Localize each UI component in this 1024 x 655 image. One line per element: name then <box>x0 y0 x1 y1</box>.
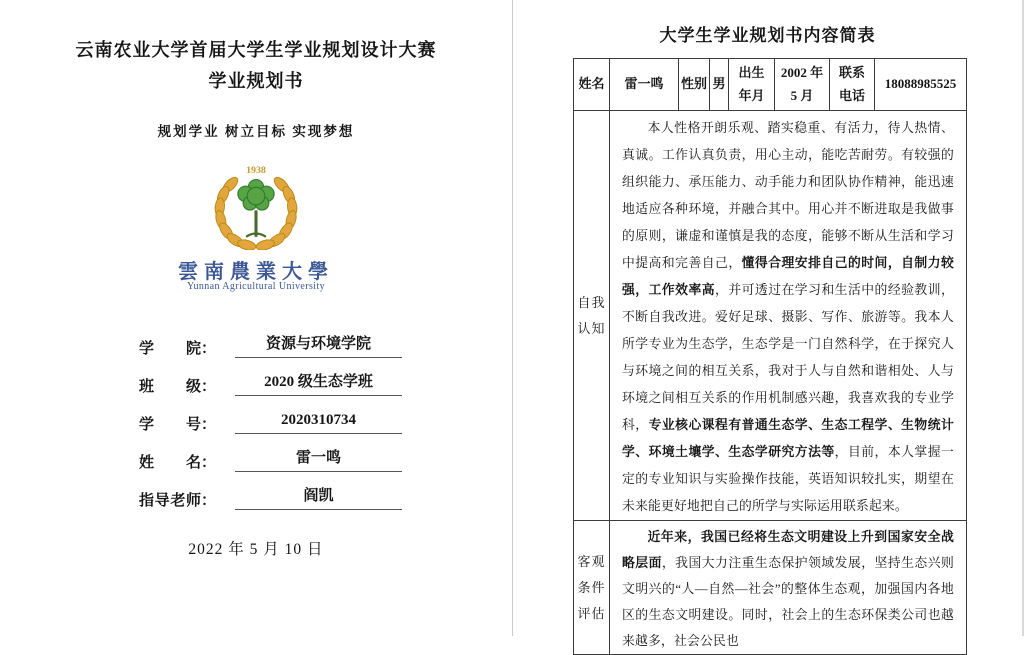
objective-text-cell <box>610 521 967 655</box>
field-value-class: 2020 级生态学班 <box>235 370 402 396</box>
university-name-cn: 雲南農業大學 <box>178 261 334 283</box>
info-row <box>574 59 967 111</box>
birth-label-cell: 出生 年月 <box>729 59 775 111</box>
phone-value-cell: 18088985525 <box>875 59 967 111</box>
university-name-en: Yunnan Agricultural University <box>186 281 326 292</box>
cover-date: 2022 年 5 月 10 日 <box>188 541 324 558</box>
summary-table <box>573 58 967 655</box>
cover-motto: 规划学业 树立目标 实现梦想 <box>157 124 355 139</box>
gender-label-cell: 性别 <box>679 59 710 111</box>
summary-page <box>512 0 1024 648</box>
self-text-bold-1: 懂得合理安排自己的时间，自制力较强，工作效率高 <box>622 256 954 297</box>
cover-page <box>0 0 512 636</box>
emblem-year: 1938 <box>246 165 266 176</box>
field-value-name: 雷一鸣 <box>235 446 402 472</box>
name-value-cell: 雷一鸣 <box>610 59 679 111</box>
objective-text-regular-1: ，我国大力注重生态保护领域发展，坚持生态兴则文明兴的“人—自然—社会”的整体生态观，加强国内各地区的生态文明建设。同时，社会上的生态环保类公司也越来越多，社会公民也 <box>622 556 954 648</box>
field-value-college: 资源与环境学院 <box>235 332 402 358</box>
tree-icon <box>238 180 274 237</box>
field-label-name: 姓名： <box>139 455 217 471</box>
cover-fields <box>139 334 402 524</box>
university-emblem <box>0 162 512 255</box>
birth-value-cell: 2002 年 5 月 <box>775 59 830 111</box>
university-emblem-icon <box>204 162 308 250</box>
cover-title-line2: 学业规划书 <box>208 71 304 91</box>
self-text-regular-2: ，并可透过在学习和生活中的经验教训，不断自我改进。爱好足球、摄影、写作、旅游等。我本人所学专业为生态学，生态学是一门自然科学，在于探究人与环境之间的相互关系，我对于人与自然和谐相处、人与环境之间相互关系的作用机制感兴趣，我喜欢我的专业学科， <box>622 283 954 432</box>
self-cognition-row <box>574 111 967 521</box>
field-row-college <box>139 334 402 358</box>
objective-text-bold-1: 近年来，我国已经将生态文明建设上升到国家安全战略层面 <box>622 530 954 570</box>
self-text-regular-3: ，目前，本人掌握一定的专业知识与实验操作技能，英语知识较扎实，期望在未来能更好地把自己的所学与实际运用联系起来。 <box>622 445 954 513</box>
field-label-class: 班级： <box>139 379 217 395</box>
field-label-advisor: 指导老师： <box>139 493 217 509</box>
field-label-student-id: 学号： <box>139 417 217 433</box>
field-row-advisor <box>139 486 402 510</box>
field-value-student-id: 2020310734 <box>235 412 402 434</box>
field-value-advisor: 阎凯 <box>235 484 402 510</box>
cover-title-line1: 云南农业大学首届大学生学业规划设计大赛 <box>75 40 437 60</box>
objective-assessment-row <box>574 521 967 655</box>
self-cognition-text-cell <box>610 111 967 521</box>
field-row-name <box>139 448 402 472</box>
field-label-college: 学院： <box>139 341 217 357</box>
phone-label-cell: 联系 电话 <box>830 59 875 111</box>
self-text-bold-2: 专业核心课程有普通生态学、生态工程学、生物统计学、环境土壤学、生态学研究方法等 <box>622 418 954 459</box>
self-cognition-label-cell: 自我 认知 <box>574 111 610 521</box>
field-row-student-id <box>139 410 402 434</box>
objective-label-cell: 客观 条件 评估 <box>574 521 610 655</box>
gender-value-cell: 男 <box>710 59 729 111</box>
summary-title: 大学生学业规划书内容简表 <box>659 26 876 45</box>
field-row-class <box>139 372 402 396</box>
self-text-regular-1: 本人性格开朗乐观、踏实稳重、有活力，待人热情、真诚。工作认真负责，用心主动，能吃苦耐劳。有较强的组织能力、承压能力、动手能力和团队协作精神，能迅速地适应各种环境，并融合其中。用心并不断进取是我做事的原则，谦虚和谨慎是我的态度，能够不断从生活和学习中提高和完善自己， <box>622 121 954 270</box>
name-label-cell: 姓名 <box>574 59 610 111</box>
